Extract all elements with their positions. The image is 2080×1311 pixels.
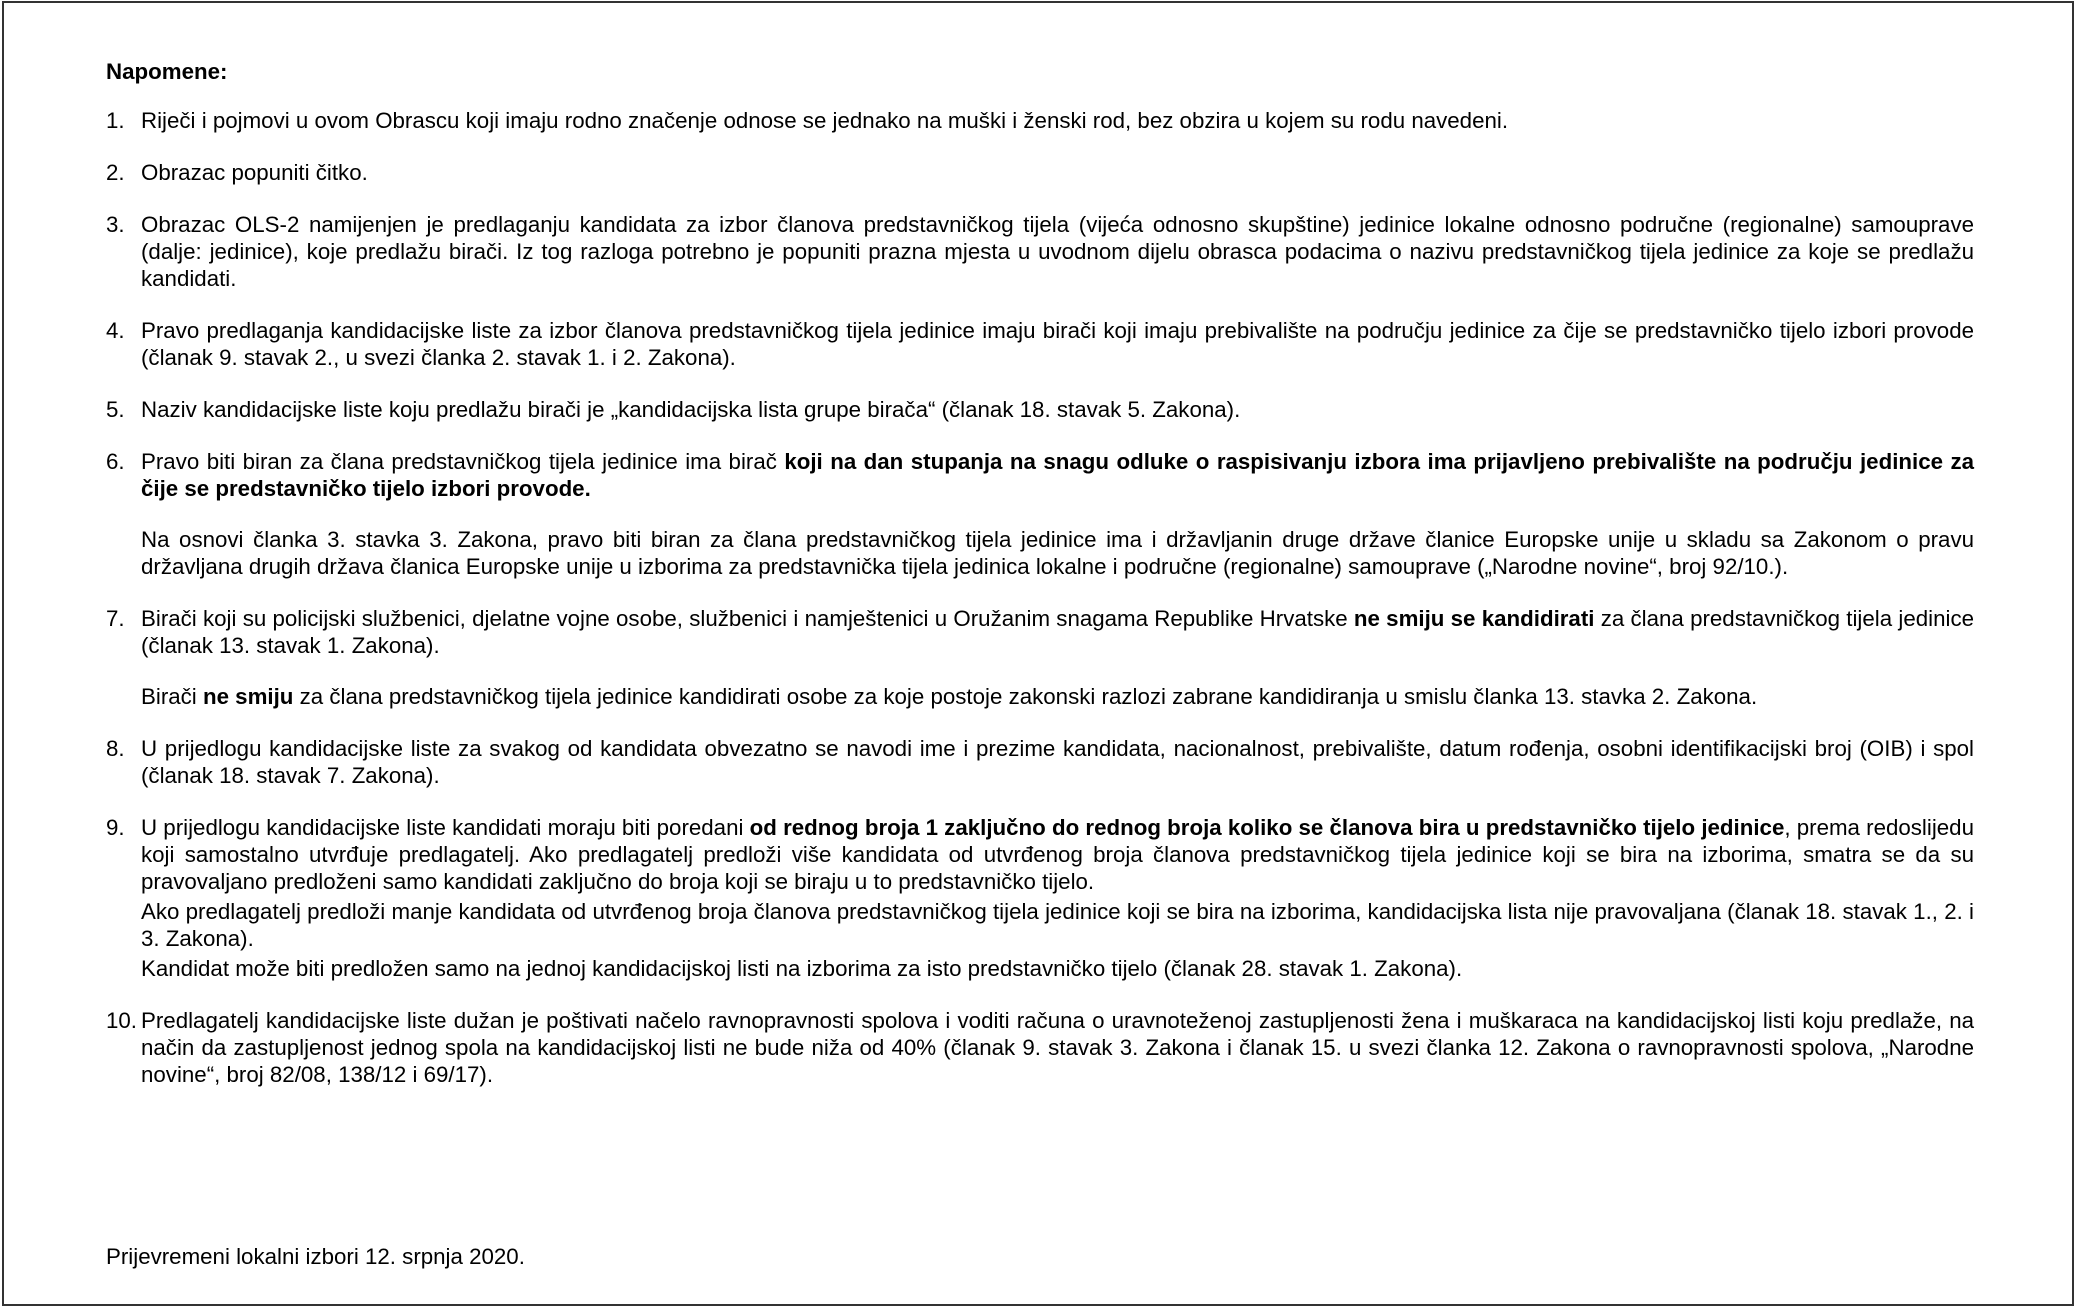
note-9 — [106, 814, 1974, 982]
note-text: Predlagatelj kandidacijske liste dužan je poštivati načelo ravnopravnosti spolova i voditi računa o uravnoteženoj zastupljenosti žena i muškaraca na kandidacijskoj listi koju predlaže, na način da zastupljenost jednog spola na kandidacijskoj listi ne bude niža od 40% (članak 9. stavak 3. Zakona i članak 15. u svezi članka 12. Zakona o ravnopravnosti spolova, „Narodne novine“, broj 82/08, 138/12 i 69/17). — [141, 1008, 1974, 1087]
note-4 — [106, 317, 1974, 371]
note-text-paragraph: Kandidat može biti predložen samo na jednoj kandidacijskoj listi na izborima za isto predstavničko tijelo (članak 28. stavak 1. Zakona). — [141, 956, 1463, 981]
note-text-emphasis: ne smiju — [202, 684, 294, 709]
note-text-part: za člana predstavničkog tijela jedinice kandidirati osobe za koje postoje zakonski razlozi zabrane kandidiranja u smislu članka 13. stavka 2. Zakona. — [293, 684, 1758, 709]
note-number: 8. — [106, 736, 125, 761]
note-6 — [106, 448, 1974, 580]
note-number: 6. — [106, 449, 125, 474]
note-10 — [106, 1007, 1974, 1088]
note-text-emphasis: od rednog broja 1 zaključno do rednog broja koliko se članova bira u predstavničko tijelo jedinice — [749, 815, 1785, 840]
note-text-part: U prijedlogu kandidacijske liste kandidati moraju biti poredani — [141, 815, 750, 840]
note-text: U prijedlogu kandidacijske liste za svakog od kandidata obvezatno se navodi ime i prezime kandidata, nacionalnost, prebivalište, datum rođenja, osobni identifikacijski broj (OIB) i spol (članak 18. stavak 7. Zakona). — [141, 736, 1974, 788]
note-text-paragraph: Ako predlagatelj predloži manje kandidata od utvrđenog broja članova predstavničkog tijela jedinice koji se bira na izborima, kandidacijska lista nije pravovaljana (članak 18. stavak 1., 2. i 3. Zakona). — [141, 899, 1974, 951]
note-text-part: , prema redoslijedu koji samostalno utvrđuje predlagatelj. Ako predlagatelj predloži više kandidata od utvrđenog broja članova predstavničkog tijela jedinice koji se bira na izborima, smatra se da su pravovaljano predloženi samo kandidati zaključno do broja koji se biraju u to predstavničko tijelo. — [141, 815, 1974, 894]
note-text-part: za člana predstavničkog tijela jedinice (članak 13. stavak 1. Zakona). — [141, 606, 1975, 658]
note-number: 2. — [106, 160, 125, 185]
note-text: Riječi i pojmovi u ovom Obrascu koji imaju rodno značenje odnose se jednako na muški i ženski rod, bez obzira u kojem su rodu navedeni. — [141, 108, 1509, 133]
notes-heading: Napomene: — [106, 59, 228, 84]
note-8 — [106, 735, 1974, 789]
note-number: 10. — [106, 1008, 137, 1033]
note-text: Pravo predlaganja kandidacijske liste za izbor članova predstavničkog tijela jedinice imaju birači koji imaju prebivalište na području jedinice za čije se predstavničko tijelo izbori provode (članak 9. stavak 2., u svezi članka 2. stavak 1. i 2. Zakona). — [141, 318, 1974, 370]
note-3 — [106, 211, 1974, 292]
note-text: Obrazac OLS-2 namijenjen je predlaganju kandidata za izbor članova predstavničkog tijela (vijeća odnosno skupštine) jedinice lokalne odnosno područne (regionalne) samouprave (dalje: jedinice), koje predlažu birači. Iz tog razloga potrebno je popuniti prazna mjesta u uvodnom dijelu obrasca podacima o nazivu predstavničkog tijela jedinice za koje se predlažu kandidati. — [141, 212, 1974, 291]
note-text-emphasis: ne smiju se kandidirati — [1353, 606, 1595, 631]
note-1 — [106, 107, 1974, 134]
note-number: 4. — [106, 318, 125, 343]
note-text — [141, 605, 1974, 659]
note-number: 3. — [106, 212, 125, 237]
notes-section — [106, 52, 1974, 1113]
note-text-emphasis: koji na dan stupanja na snagu odluke o raspisivanju izbora ima prijavljeno prebivalište na području jedinice za čije se predstavničko tijelo izbori provode. — [141, 449, 1975, 501]
note-text — [141, 448, 1974, 502]
note-text-paragraph: Na osnovi članka 3. stavka 3. Zakona, pravo biti biran za člana predstavničkog tijela jedinice ima i državljanin druge države članice Europske unije u skladu sa Zakonom o pravu državljana drugih država članica Europske unije u izborima za predstavnička tijela jedinica lokalne i područne (regionalne) samouprave („Narodne novine“, broj 92/10.). — [141, 527, 1974, 579]
note-7 — [106, 605, 1974, 710]
footer-text: Prijevremeni lokalni izbori 12. srpnja 2020. — [106, 1244, 525, 1269]
note-2 — [106, 159, 1974, 186]
note-text-paragraph — [141, 683, 1974, 710]
note-number: 9. — [106, 815, 125, 840]
note-text-part: Pravo biti biran za člana predstavničkog tijela jedinice ima birač — [141, 449, 785, 474]
note-text-part: Birači — [141, 684, 203, 709]
note-number: 5. — [106, 397, 125, 422]
note-number: 7. — [106, 606, 125, 631]
note-text: Obrazac popuniti čitko. — [141, 160, 368, 185]
note-text — [141, 814, 1974, 895]
note-text: Naziv kandidacijske liste koju predlažu birači je „kandidacijska lista grupe birača“ (članak 18. stavak 5. Zakona). — [141, 397, 1241, 422]
note-number: 1. — [106, 108, 125, 133]
note-5 — [106, 396, 1974, 423]
note-text-part: Birači koji su policijski službenici, djelatne vojne osobe, službenici i namještenici u Oružanim snagama Republike Hrvatske — [141, 606, 1354, 631]
